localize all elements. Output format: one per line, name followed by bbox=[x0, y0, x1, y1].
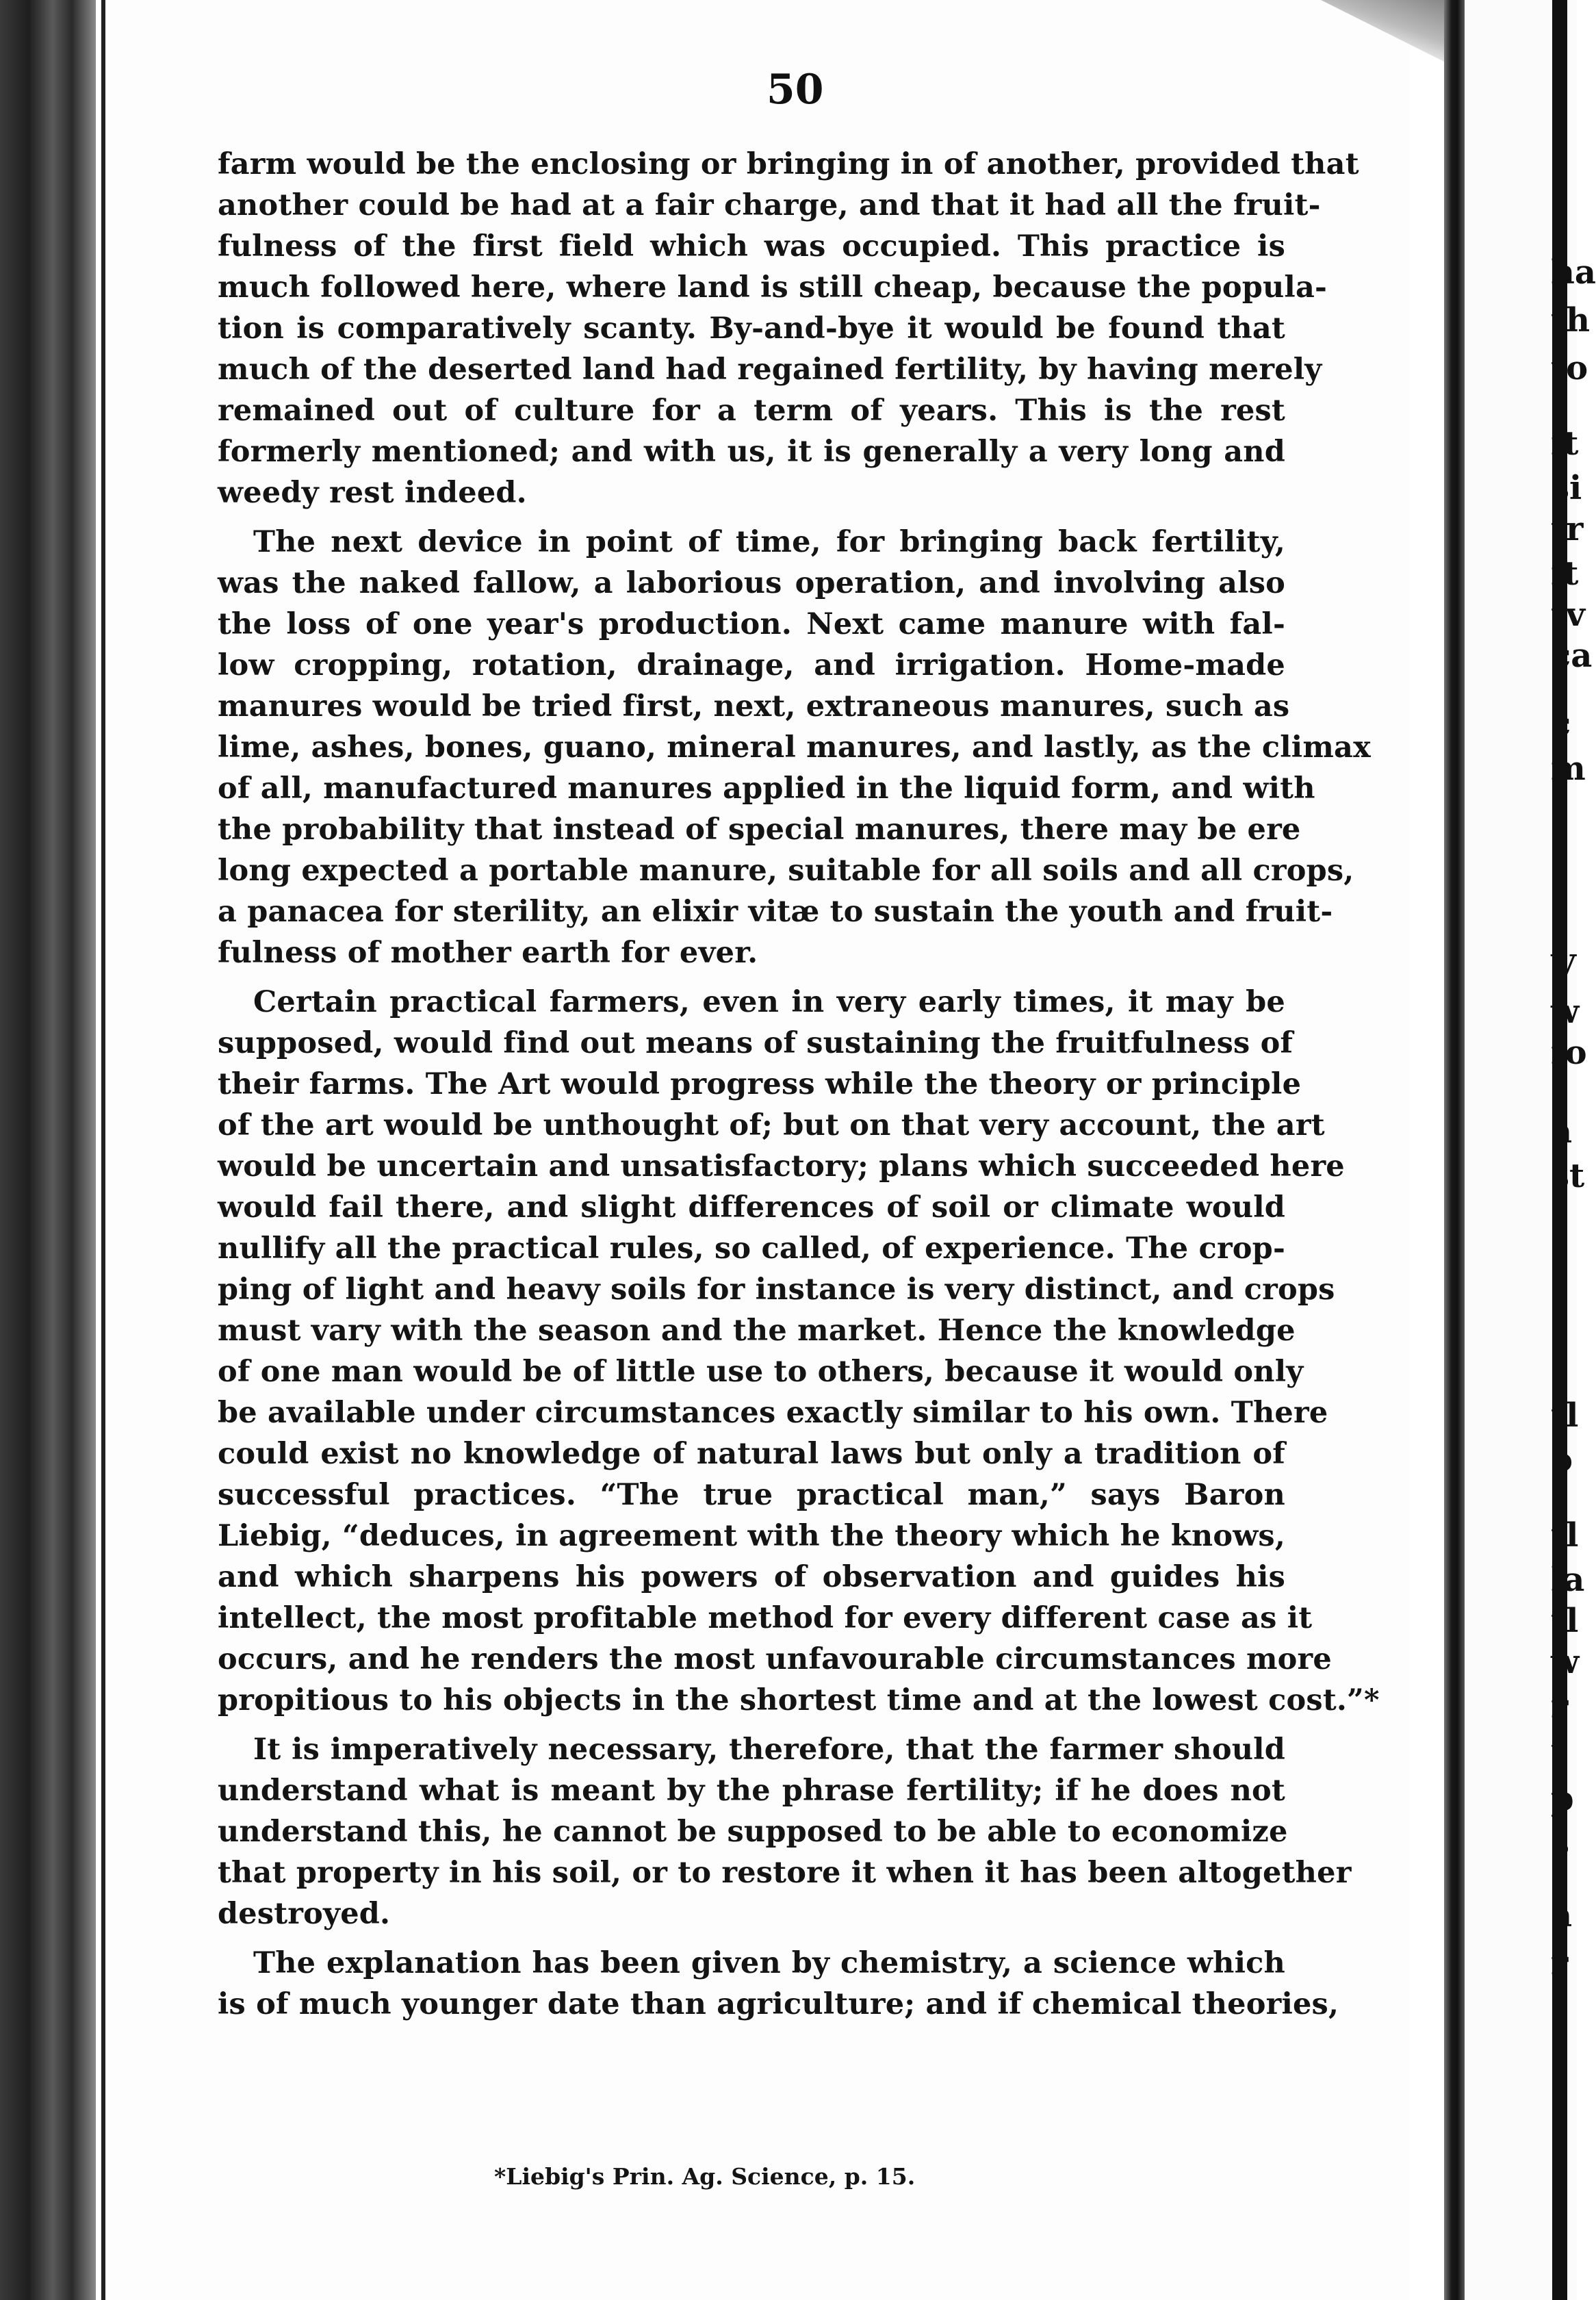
adjacent-page-fragment: a bbox=[1551, 1112, 1573, 1151]
text-line: of the art would be unthought of; but on that very account, the art bbox=[218, 1108, 1325, 1142]
text-line: a panacea for sterility, an elixir vitæ to sustain the youth and fruit- bbox=[218, 895, 1333, 929]
adjacent-page-fragment: t bbox=[1551, 1732, 1567, 1770]
adjacent-page-fragment: tl bbox=[1551, 1396, 1579, 1435]
adjacent-page-fragment: tl bbox=[1551, 1602, 1579, 1640]
text-line: their farms. The Art would progress while the theory or principle bbox=[218, 1067, 1302, 1101]
text-line: fulness of the first field which was occupied. This practice is bbox=[218, 229, 1285, 264]
text-line: farm would be the enclosing or bringing in of another, provided that bbox=[218, 147, 1359, 181]
page-gutter-separator bbox=[1444, 0, 1465, 2300]
text-line: fulness of mother earth for ever. bbox=[218, 936, 758, 970]
text-line: much of the deserted land had regained fertility, by having merely bbox=[218, 353, 1322, 387]
text-line: weedy rest indeed. bbox=[218, 476, 527, 510]
text-line: occurs, and he renders the most unfavourable circumstances more bbox=[218, 1642, 1332, 1676]
text-line: be available under circumstances exactly similar to his own. There bbox=[218, 1396, 1328, 1430]
adjacent-page-fragment: la bbox=[1551, 1561, 1585, 1599]
text-line: of one man would be of little use to others, because it would only bbox=[218, 1355, 1304, 1389]
text-line: supposed, would find out means of sustaining the fruitfulness of bbox=[218, 1026, 1293, 1060]
text-line: Certain practical farmers, even in very early times, it may be bbox=[253, 985, 1285, 1019]
adjacent-page-fragment: m bbox=[1551, 750, 1586, 788]
text-line: manures would be tried first, next, extraneous manures, such as bbox=[218, 689, 1290, 724]
text-line: Liebig, “deduces, in agreement with the theory which he knows, bbox=[218, 1519, 1285, 1553]
text-line: lime, ashes, bones, guano, mineral manures, and lastly, as the climax bbox=[218, 730, 1371, 765]
adjacent-page-fragment: V bbox=[1551, 948, 1577, 986]
adjacent-page-fragment: ha bbox=[1551, 253, 1596, 292]
paragraph-gap bbox=[218, 1721, 1285, 1729]
paragraph-gap bbox=[218, 973, 1285, 982]
text-line: successful practices. “The true practical man,” says Baron bbox=[218, 1478, 1285, 1512]
page-body-text bbox=[218, 144, 1380, 2025]
adjacent-page-fragment: tr bbox=[1551, 510, 1584, 548]
text-line: much followed here, where land is still cheap, because the popula- bbox=[218, 270, 1328, 305]
adjacent-page-fragment: p bbox=[1551, 1780, 1574, 1818]
adjacent-page-fragment: ca bbox=[1551, 637, 1593, 675]
text-line: the loss of one year's production. Next came manure with fal- bbox=[218, 607, 1285, 641]
text-line: nullify all the practical rules, so called, of experience. The crop- bbox=[218, 1231, 1285, 1266]
text-line: tion is comparatively scanty. By-and-bye it would be found that bbox=[218, 311, 1285, 346]
text-line: understand what is meant by the phrase fertility; if he does not bbox=[218, 1774, 1285, 1808]
text-line: could exist no knowledge of natural laws but only a tradition of bbox=[218, 1437, 1285, 1471]
text-line: the probability that instead of special manures, there may be ere bbox=[218, 813, 1301, 847]
adjacent-page-fragment: fo bbox=[1551, 1034, 1587, 1072]
adjacent-page-fragment: tl bbox=[1551, 1516, 1579, 1555]
adjacent-page-fragment: w bbox=[1551, 1643, 1580, 1681]
text-line: understand this, he cannot be supposed to be able to economize bbox=[218, 1815, 1288, 1849]
adjacent-page-fragment: r bbox=[1551, 1687, 1569, 1726]
text-line: another could be had at a fair charge, and that it had all the fruit- bbox=[218, 188, 1321, 222]
adjacent-page-fragment: si bbox=[1551, 469, 1582, 507]
adjacent-page-fragment: tv bbox=[1551, 596, 1586, 634]
paragraph-gap bbox=[218, 1934, 1285, 1943]
text-line: and which sharpens his powers of observation and guides his bbox=[218, 1560, 1285, 1594]
text-line: that property in his soil, or to restore it when it has been altogether bbox=[218, 1856, 1352, 1890]
paragraph-gap bbox=[218, 513, 1285, 522]
adjacent-page-fragment: w bbox=[1551, 993, 1580, 1031]
adjacent-page-fragment: s bbox=[1551, 1824, 1570, 1863]
adjacent-page-fragment: to bbox=[1551, 349, 1588, 387]
adjacent-page-fragment: th bbox=[1551, 301, 1591, 340]
text-line: was the naked fallow, a laborious operation, and involving also bbox=[218, 566, 1285, 600]
text-line: of all, manufactured manures applied in the liquid form, and with bbox=[218, 771, 1315, 806]
adjacent-page-fragment: it bbox=[1551, 424, 1579, 463]
adjacent-page-fragment: c bbox=[1551, 705, 1571, 743]
page-number: 50 bbox=[767, 66, 824, 114]
text-line: It is imperatively necessary, therefore, that the farmer should bbox=[253, 1733, 1285, 1767]
text-line: propitious to his objects in the shortest time and at the lowest cost.”* bbox=[218, 1683, 1380, 1717]
text-line: must vary with the season and the market. Hence the knowledge bbox=[218, 1314, 1296, 1348]
text-line: would be uncertain and unsatisfactory; plans which succeeded here bbox=[218, 1149, 1345, 1184]
text-line: remained out of culture for a term of years. This is the rest bbox=[218, 394, 1285, 428]
adjacent-page-fragment: a bbox=[1551, 1896, 1573, 1934]
adjacent-page-fragment: r bbox=[1551, 1944, 1569, 1982]
text-line: The explanation has been given by chemistry, a science which bbox=[253, 1946, 1285, 1980]
text-line: is of much younger date than agriculture; and if chemical theories, bbox=[218, 1987, 1339, 2021]
adjacent-page-fragment: st bbox=[1551, 1157, 1585, 1195]
text-line: low cropping, rotation, drainage, and irrigation. Home-made bbox=[218, 648, 1285, 682]
text-line: The next device in point of time, for bringing back fertility, bbox=[253, 525, 1285, 559]
text-line: destroyed. bbox=[218, 1897, 391, 1931]
footnote: *Liebig's Prin. Ag. Science, p. 15. bbox=[494, 2163, 916, 2190]
text-line: intellect, the most profitable method for every different case as it bbox=[218, 1601, 1313, 1635]
binding-shadow-line bbox=[101, 0, 105, 2300]
text-line: ping of light and heavy soils for instance is very distinct, and crops bbox=[218, 1273, 1335, 1307]
adjacent-page-fragment: it bbox=[1551, 554, 1579, 593]
book-binding-edge bbox=[0, 0, 96, 2300]
text-line: formerly mentioned; and with us, it is generally a very long and bbox=[218, 435, 1285, 469]
adjacent-page-fragment: o bbox=[1551, 1441, 1573, 1479]
text-line: would fail there, and slight differences of soil or climate would bbox=[218, 1190, 1285, 1225]
text-line: long expected a portable manure, suitable for all soils and all crops, bbox=[218, 854, 1354, 888]
